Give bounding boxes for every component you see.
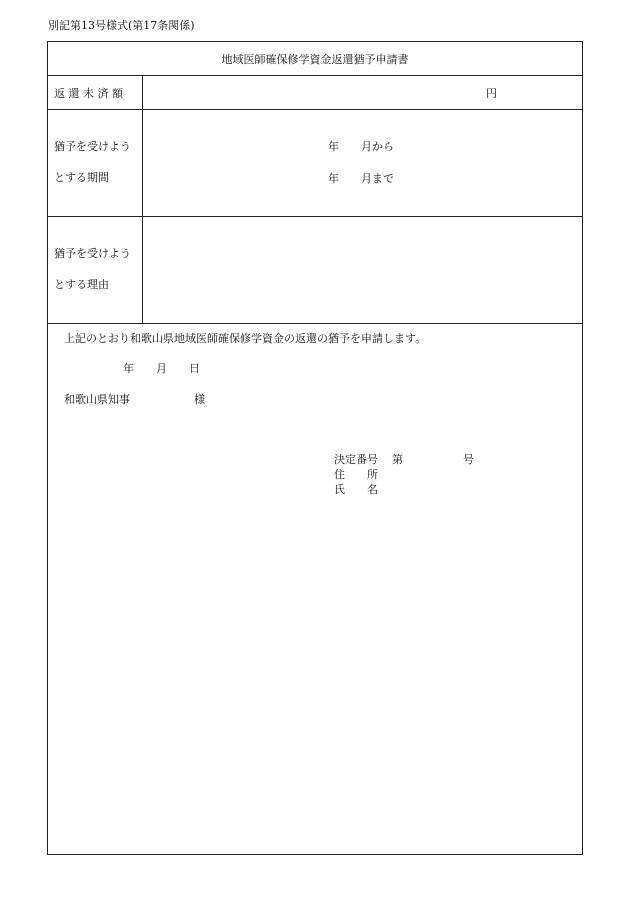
name-label: 氏 名 <box>334 483 378 496</box>
divider <box>48 109 582 110</box>
application-form <box>47 41 583 855</box>
reason-label-line2: とする理由 <box>54 278 109 291</box>
period-from: 年 月から <box>328 140 394 153</box>
declaration-statement: 上記のとおり和歌山県地域医師確保修学資金の返還の猶予を申請します。 <box>64 332 427 345</box>
divider <box>48 75 582 76</box>
form-title: 地域医師確保修学資金返還猶予申請書 <box>221 53 409 66</box>
period-label-line1: 猶予を受けよう <box>54 140 131 153</box>
period-label-line2: とする期間 <box>54 171 109 184</box>
unpaid-amount-label: 返 還 未 済 額 <box>54 87 123 100</box>
form-number: 別記第13号様式(第17条関係) <box>48 19 195 32</box>
period-to: 年 月まで <box>328 172 394 185</box>
declaration-date: 年 月 日 <box>123 362 200 375</box>
address-label: 住 所 <box>334 468 378 481</box>
decision-number-prefix: 第 <box>392 453 403 466</box>
decision-number-label: 決定番号 <box>334 453 378 466</box>
column-divider <box>142 75 143 323</box>
divider <box>48 323 582 324</box>
reason-label-line1: 猶予を受けよう <box>54 247 131 260</box>
decision-number-suffix: 号 <box>463 453 474 466</box>
addressee: 和歌山県知事 <box>64 393 130 406</box>
divider <box>48 216 582 217</box>
addressee-honorific: 様 <box>194 393 205 406</box>
unpaid-amount-unit: 円 <box>486 87 497 100</box>
